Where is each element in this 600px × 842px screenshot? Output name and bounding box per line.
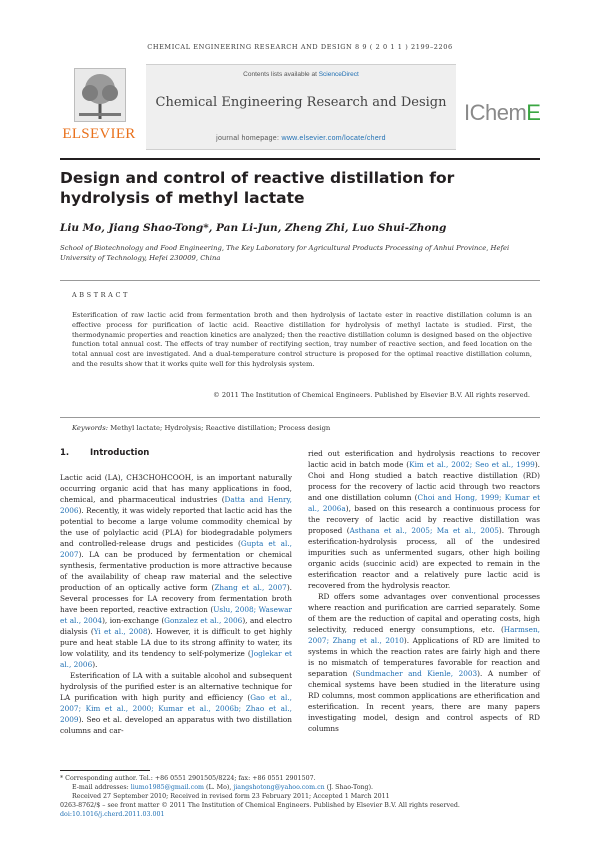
footnote-divider [60, 770, 150, 771]
citation-link[interactable]: Yi et al., 2008 [93, 627, 148, 636]
text-run: RD offers some advantages over conventional processes where reaction and purification are carried separately. Some of them are the reduction of capital and operating costs, high selectivity, reduced energy consumptions, etc. ( [308, 592, 540, 634]
text-run: ), ion-exchange ( [102, 616, 165, 625]
abstract-box [60, 280, 540, 418]
corresponding-author: * Corresponding author. Tel.: +86 0551 2901505/8224; fax: +86 0551 2901507. [60, 775, 316, 782]
masthead-divider [60, 158, 540, 160]
citation-link[interactable]: Gonzalez et al., 2006 [164, 616, 243, 625]
doi-link[interactable]: doi:10.1016/j.cherd.2011.03.001 [60, 811, 165, 818]
homepage-line [146, 135, 456, 142]
journal-title: Chemical Engineering Research and Design [155, 95, 447, 110]
text-run: Lactic acid (LA), CH3CHOHCOOH, is an important naturally occurring organic acid that has many applications in food, chemical, and pharmaceutical industries ( [60, 473, 292, 504]
homepage-prefix: journal homepage: [216, 135, 280, 142]
paragraph-2-start [60, 670, 292, 736]
citation-link[interactable]: Uslu, 2008; Wasewar et al., 2004 [60, 605, 292, 625]
email-owner: (L. Mo), [205, 784, 232, 791]
elsevier-logo[interactable] [60, 64, 138, 148]
email-line [60, 783, 540, 792]
text-run: ). [92, 660, 98, 669]
sciencedirect-link[interactable]: ScienceDirect [318, 71, 359, 78]
icheme-logo-e: E [526, 100, 541, 125]
keywords-list: Methyl lactate; Hydrolysis; Reactive distillation; Process design [110, 424, 331, 432]
citation-link[interactable]: Asthana et al., 2005; Ma et al., 2005 [349, 526, 499, 535]
text-run: ). LA can be produced by fermentation or chemical synthesis, fermentative production is more attractive because of the availability of cheap raw material and the selective production of an optically active form ( [60, 550, 292, 592]
text-run: ). Seo et al. developed an apparatus with two distillation columns and car- [60, 715, 292, 735]
text-run: ). Through esterification-hydrolysis process, all of the undesired impurities such as unfermented sugars, other high boiling organic acids (succinic acid) are expected to remain in the esterification reactor and a relatively pure lactic acid is recovered from the hydrolysis reactor. [308, 526, 540, 590]
section-title: Introduction [90, 448, 150, 458]
text-run: ), and electro dialysis ( [60, 616, 292, 636]
citation-link[interactable]: Zhang et al., 2007 [214, 583, 287, 592]
email-link[interactable]: liumo1985@gmail.com [130, 784, 204, 791]
text-run: ). Recently, it was widely reported that lactic acid has the potential to become a large volume commodity chemical by the use of polylactic acid (PLA) for biodegradable polymers and controlled-release drugs and pesticides ( [60, 506, 292, 548]
text-run: ). Applications of RD are limited to systems in which the reaction rates are fairly high and there is no mismatch of temperatures favorable for reaction and separation ( [308, 636, 540, 678]
abstract-heading: ABSTRACT [72, 291, 130, 299]
abstract-copyright: © 2011 The Institution of Chemical Engineers. Published by Elsevier B.V. All rights reserved. [213, 391, 530, 399]
section-number: 1. [60, 448, 70, 458]
text-run: ). Choi and Hong studied a batch reactive distillation (RD) process for the recovery of lactic acid through two reactors and one distillation column ( [308, 460, 540, 502]
section-heading [60, 448, 292, 459]
homepage-link[interactable]: www.elsevier.com/locate/cherd [281, 135, 386, 142]
text-run: ). Several processes for LA recovery from fermentation broth have been reported, reactive extraction ( [60, 583, 292, 614]
citation-link[interactable]: Kim et al., 2002; Seo et al., 1999 [409, 460, 535, 469]
keywords [72, 424, 330, 432]
author-list: Liu Mo, Jiang Shao-Tong*, Pan Li-Jun, Zheng Zhi, Luo Shui-Zhong [60, 222, 447, 234]
elsevier-wordmark: ELSEVIER [62, 126, 136, 142]
contents-prefix: Contents lists available at [243, 71, 317, 78]
citation-link[interactable]: Gao et al., 2007; Kim et al., 2000; Kumar et al., 2006b; Zhao et al., 2009 [60, 693, 292, 724]
citation-link[interactable]: Joglekar et al., 2006 [60, 649, 292, 669]
tree-icon [74, 68, 126, 122]
issn-line: 0263-8762/$ – see front matter © 2011 The Institution of Chemical Engineers. Published by Elsevier B.V. All rights reserved. [60, 802, 460, 809]
citation-link[interactable]: Datta and Henry, 2006 [60, 495, 292, 515]
article-title: Design and control of reactive distillation for hydrolysis of methyl lactate [60, 169, 455, 207]
abstract-text: Esterification of raw lactic acid from fermentation broth and then hydrolysis of lactate ester in reactive distillation column is an effective process for purification of lactic acid. Reactive distillation for hydrolysis of methyl lactate is studied. First, the thermodynamic properties and reaction kinetics are analyzed; then the reactive distillation column is designed based on the objective function total annual cost. The effects of tray number of rectifying section, tray number of reactive section, and feed location on the total annual cost are investigated. And a dual-temperature control structure is proposed for the optimal reactive distillation column, and the results show that it works quite well for this hydrolysis system. [72, 311, 532, 368]
affiliation: School of Biotechnology and Food Engineering, The Key Laboratory for Agricultural Products Processing of Anhui Province, Hefei University of Technology, Hefei 230009, China [60, 244, 510, 262]
citation-link[interactable]: Gupta et al., 2007 [60, 539, 292, 559]
running-header: CHEMICAL ENGINEERING RESEARCH AND DESIGN 8 9 ( 2 0 1 1 ) 2199–2206 [147, 43, 453, 51]
icheme-logo[interactable] [464, 100, 540, 126]
text-run: ). A number of chemical systems have been studied in the literature using RD columns, most common applications are etherification and esterification. In recent years, there are many papers investigating model, design and control aspects of RD columns [308, 669, 540, 733]
keywords-label: Keywords: [72, 424, 109, 432]
text-run: Esterification of LA with a suitable alcohol and subsequent hydrolysis of the purified ester is an alternative technique for LA purification with high purity and efficiency ( [60, 671, 292, 702]
text-run: ), based on this research a continuous process for the recovery of lactic acid by reactive distillation was proposed ( [308, 504, 540, 535]
paragraph-3 [308, 591, 540, 734]
journal-masthead [60, 64, 540, 156]
email-link[interactable]: jiangshotong@yahoo.com.cn [233, 784, 325, 791]
journal-panel [146, 64, 456, 150]
received-dates: Received 27 September 2010; Received in revised form 23 February 2011; Accepted 1 March 2011 [72, 793, 390, 800]
column-right [308, 448, 540, 734]
citation-link[interactable]: Choi and Hong, 1999; Kumar et al., 2006a [308, 493, 541, 513]
citation-link[interactable]: Sundmacher and Kienle, 2003 [355, 669, 478, 678]
contents-line [146, 71, 456, 78]
icheme-logo-main: IChem [464, 100, 527, 125]
footnotes [60, 774, 540, 819]
paragraph-2-cont [308, 448, 540, 591]
citation-link[interactable]: Harmsen, 2007; Zhang et al., 2010 [308, 625, 540, 645]
email-label: E-mail addresses: [72, 784, 129, 791]
column-left [60, 448, 292, 736]
email-owner: (J. Shao-Tong). [326, 784, 374, 791]
text-run: ). However, it is difficult to get highly pure and heat stable LA due to its strong affinity to water, its low volatility, and its tendency to self-polymerize ( [60, 627, 293, 658]
paragraph-1 [60, 472, 292, 670]
text-run: ried out esterification and hydrolysis reactions to recover lactic acid in batch mode ( [308, 449, 540, 469]
